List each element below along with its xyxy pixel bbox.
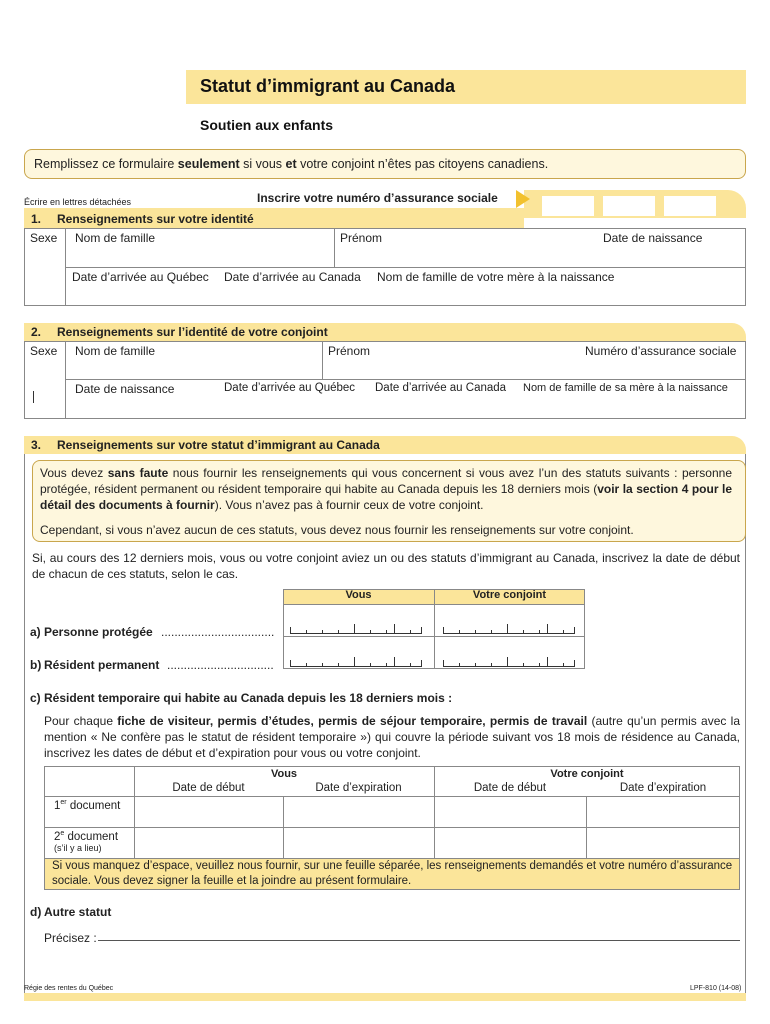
date-field-b-conjoint[interactable] <box>443 655 575 667</box>
doc2-note: (s’il y a lieu) <box>54 843 102 853</box>
doc1-vous-expiration-field[interactable] <box>284 797 433 826</box>
precisez-label: Précisez : <box>44 931 97 945</box>
doc-col-vous-expiration: Date d’expiration <box>315 782 402 794</box>
footer-agency: Régie des rentes du Québec <box>24 985 114 992</box>
page-title: Statut d’immigrant au Canada <box>200 76 456 96</box>
section3-title: Renseignements sur votre statut d’immigrant au Canada <box>57 438 380 452</box>
s2-arr-ca-label: Date d’arrivée au Canada <box>375 382 507 394</box>
date-field-b-vous[interactable] <box>290 655 422 667</box>
section3-intro: Si, au cours des 12 derniers mois, vous ou votre conjoint aviez un ou des statuts d’immigrant au Canada, inscrivez la date de début de chacun de ces statuts, selon le cas. <box>32 551 740 581</box>
col-conjoint-header: Votre conjoint <box>434 589 585 604</box>
status-c-text: Pour chaque fiche de visiteur, permis d’études, permis de séjour temporaire, permis de travail (autre qu’un permis avec la mention « Ne confère pas le statut de résident temporaire ») qui couvre la période suivant vos 18 mois de résidence au Canada, inscrivez les dates de début et d’expiration pour vous ou votre conjoint. <box>44 714 740 760</box>
status-a-letter: a) <box>30 625 41 639</box>
footer-form-code: LPF-810 (14-08) <box>690 985 742 992</box>
block-letters-note: Écrire en lettres détachées <box>24 197 132 207</box>
s1-naissance-label: Date de naissance <box>603 231 703 245</box>
space-note: Si vous manquez d’espace, veuillez nous fournir, sur une feuille séparée, les renseignements demandés et votre numéro d’assurance sociale. Vous devez signer la feuille et la joindre au présent formulaire. <box>52 860 733 887</box>
status-c-letter: c) <box>30 691 41 705</box>
s1-arr-qc-label: Date d’arrivée au Québec <box>72 270 209 284</box>
nas-field-3[interactable] <box>664 196 716 216</box>
nas-field-1[interactable] <box>542 196 594 216</box>
arrow-right-icon <box>516 190 530 208</box>
s2-arr-qc-label: Date d’arrivée au Québec <box>224 382 356 394</box>
doc2-label: 2e document <box>54 830 119 843</box>
col-vous-header: Vous <box>283 589 434 604</box>
status-a-label: Personne protégée <box>44 625 153 639</box>
doc1-vous-debut-field[interactable] <box>135 797 282 826</box>
doc-col-vous: Vous <box>270 768 298 780</box>
status-c-label: Résident temporaire qui habite au Canada depuis les 18 derniers mois : <box>44 691 453 705</box>
s2-nom-mere-label: Nom de famille de sa mère à la naissance <box>523 382 728 394</box>
s2-prenom-label: Prénom <box>328 344 371 358</box>
nas-field-2[interactable] <box>603 196 655 216</box>
status-d-letter: d) <box>30 905 42 919</box>
s2-naissance-label: Date de naissance <box>75 382 175 396</box>
s1-nom-label: Nom de famille <box>75 231 156 245</box>
status-a-dots: .................................. <box>161 625 275 639</box>
s1-arr-ca-label: Date d’arrivée au Canada <box>224 270 361 284</box>
doc1-label: 1er document <box>54 799 121 812</box>
s2-nom-label: Nom de famille <box>75 344 156 358</box>
doc2-conjoint-debut-field[interactable] <box>435 828 585 857</box>
s1-prenom-label: Prénom <box>340 231 383 245</box>
section1-title: Renseignements sur votre identité <box>57 212 254 226</box>
doc1-conjoint-expiration-field[interactable] <box>587 797 739 826</box>
page-subtitle: Soutien aux enfants <box>200 117 334 133</box>
doc1-conjoint-debut-field[interactable] <box>435 797 585 826</box>
notice-text: Remplissez ce formulaire seulement si vous et votre conjoint n’êtes pas citoyens canadiens. <box>34 157 549 171</box>
s2-nas-label: Numéro d’assurance sociale <box>585 344 737 358</box>
nas-prompt: Inscrire votre numéro d’assurance sociale <box>257 191 498 205</box>
section3-number: 3. <box>31 438 42 452</box>
doc-col-vous-debut: Date de début <box>172 782 245 794</box>
status-b-label: Résident permanent <box>44 658 160 672</box>
section2-number: 2. <box>31 325 42 339</box>
doc-col-conjoint-debut: Date de début <box>473 782 547 794</box>
precisez-field[interactable] <box>98 940 740 941</box>
date-field-a-conjoint[interactable] <box>443 622 575 634</box>
status-b-letter: b) <box>30 658 42 672</box>
s1-nom-mere-label: Nom de famille de votre mère à la naissance <box>377 270 615 284</box>
s1-sexe-label: Sexe <box>30 231 58 245</box>
status-b-dots: ................................ <box>167 658 274 672</box>
section1-number: 1. <box>31 212 42 226</box>
doc-col-conjoint-expiration: Date d’expiration <box>619 782 707 794</box>
section2-title: Renseignements sur l’identité de votre conjoint <box>57 325 328 339</box>
doc2-vous-expiration-field[interactable] <box>284 828 433 857</box>
s2-sexe-label: Sexe <box>30 344 58 358</box>
section3-info-p2: Cependant, si vous n’avez aucun de ces statuts, vous devez nous fournir les renseignements sur votre conjoint. <box>40 523 634 537</box>
section3-info-p1: Vous devez sans faute nous fournir les renseignements qui vous concernent si vous avez l’un des statuts suivants : personne protégée, résident permanent ou résident temporaire qui habite au Canada depuis les 18 derniers mois (voir la section 4 pour le détail des documents à fournir). Vous n’avez pas à fournir ceux de votre conjoint. <box>40 466 732 512</box>
doc-col-conjoint: Votre conjoint <box>550 768 624 780</box>
status-d-label: Autre statut <box>44 905 112 919</box>
doc2-conjoint-expiration-field[interactable] <box>587 828 739 857</box>
doc2-vous-debut-field[interactable] <box>135 828 282 857</box>
date-field-a-vous[interactable] <box>290 622 422 634</box>
footer-bar <box>24 993 746 1001</box>
sexe-field-marker[interactable] <box>33 391 34 403</box>
